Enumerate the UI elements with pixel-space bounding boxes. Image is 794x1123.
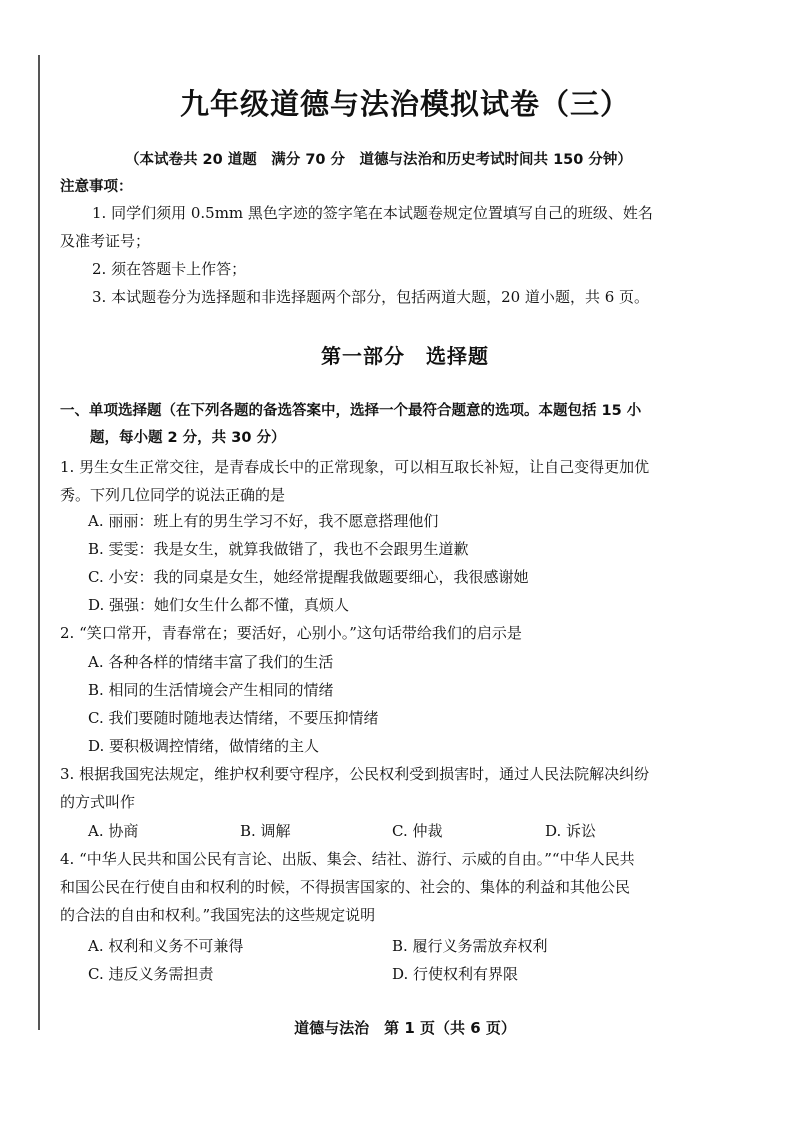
question-stem-cont: 和国公民在行使自由和权利的时候，不得损害国家的、社会的、集体的利益和其他公民: [60, 878, 631, 896]
question-1-option-c: C. 小安：我的同桌是女生，她经常提醒我做题要细心，我很感谢她: [88, 568, 529, 586]
question-4-option-b: B. 履行义务需放弃权利: [392, 937, 548, 955]
question-1-option-d: D. 强强：她们女生什么都不懂，真烦人: [88, 596, 350, 614]
question-stem: 2. “笑口常开，青春常在；要活好，心别小。”这句话带给我们的启示是: [60, 624, 522, 642]
question-4-option-d: D. 行使权利有界限: [392, 965, 519, 983]
question-1: [60, 453, 750, 509]
part-title: 第一部分 选择题: [321, 344, 489, 368]
page-footer: 道德与法治 第 1 页（共 6 页）: [294, 1019, 516, 1037]
question-4: [60, 845, 750, 929]
note-item-1-cont: 及准考证号；: [60, 232, 151, 250]
question-3-option-d: D. 诉讼: [545, 822, 597, 840]
question-stem-cont: 的方式叫作: [60, 793, 136, 811]
question-3-option-b: B. 调解: [240, 822, 291, 840]
question-2-option-b: B. 相同的生活情境会产生相同的情绪: [88, 681, 334, 699]
question-2-option-d: D. 要积极调控情绪，做情绪的主人: [88, 737, 320, 755]
question-4-option-c: C. 违反义务需担责: [88, 965, 214, 983]
note-item-1: 1. 同学们须用 0.5mm 黑色字迹的签字笔在本试题卷规定位置填写自己的班级、姓名: [92, 204, 653, 222]
question-stem-cont: 秀。下列几位同学的说法正确的是: [60, 486, 286, 504]
question-1-option-a: A. 丽丽：班上有的男生学习不好，我不愿意搭理他们: [88, 512, 439, 530]
section-heading: [60, 398, 641, 452]
question-4-option-a: A. 权利和义务不可兼得: [88, 937, 244, 955]
question-2-option-a: A. 各种各样的情绪丰富了我们的生活: [88, 653, 334, 671]
question-1-option-b: B. 雯雯：我是女生，就算我做错了，我也不会跟男生道歉: [88, 540, 469, 558]
section-heading-line1: 一、单项选择题（在下列各题的备选答案中，选择一个最符合题意的选项。本题包括 15 小: [60, 403, 642, 419]
section-heading-line2: 题，每小题 2 分，共 30 分）: [90, 430, 286, 446]
question-3: [60, 760, 750, 816]
question-stem: 1. 男生女生正常交往，是青春成长中的正常现象，可以相互取长补短，让自己变得更加优: [60, 458, 650, 476]
note-item-3: 3. 本试题卷分为选择题和非选择题两个部分，包括两道大题，20 道小题，共 6 页。: [92, 288, 650, 306]
note-item-2: 2. 须在答题卡上作答；: [92, 260, 247, 278]
question-stem: 3. 根据我国宪法规定，维护权利要守程序，公民权利受到损害时，通过人民法院解决纠纷: [60, 765, 650, 783]
question-2-option-c: C. 我们要随时随地表达情绪，不要压抑情绪: [88, 709, 379, 727]
exam-info: （本试卷共 20 道题 满分 70 分 道德与法治和历史考试时间共 150 分钟）: [125, 152, 632, 168]
question-3-option-c: C. 仲裁: [392, 822, 443, 840]
question-3-option-a: A. 协商: [88, 822, 139, 840]
question-stem: 4. “中华人民共和国公民有言论、出版、集会、结社、游行、示威的自由。”“中华人民共: [60, 850, 635, 868]
binding-margin-line: [38, 55, 40, 1030]
page-title: 九年级道德与法治模拟试卷（三）: [179, 87, 630, 121]
question-2: [60, 619, 750, 647]
question-stem-cont: 的合法的自由和权利。”我国宪法的这些规定说明: [60, 906, 376, 924]
notes-heading: 注意事项：: [60, 179, 133, 195]
